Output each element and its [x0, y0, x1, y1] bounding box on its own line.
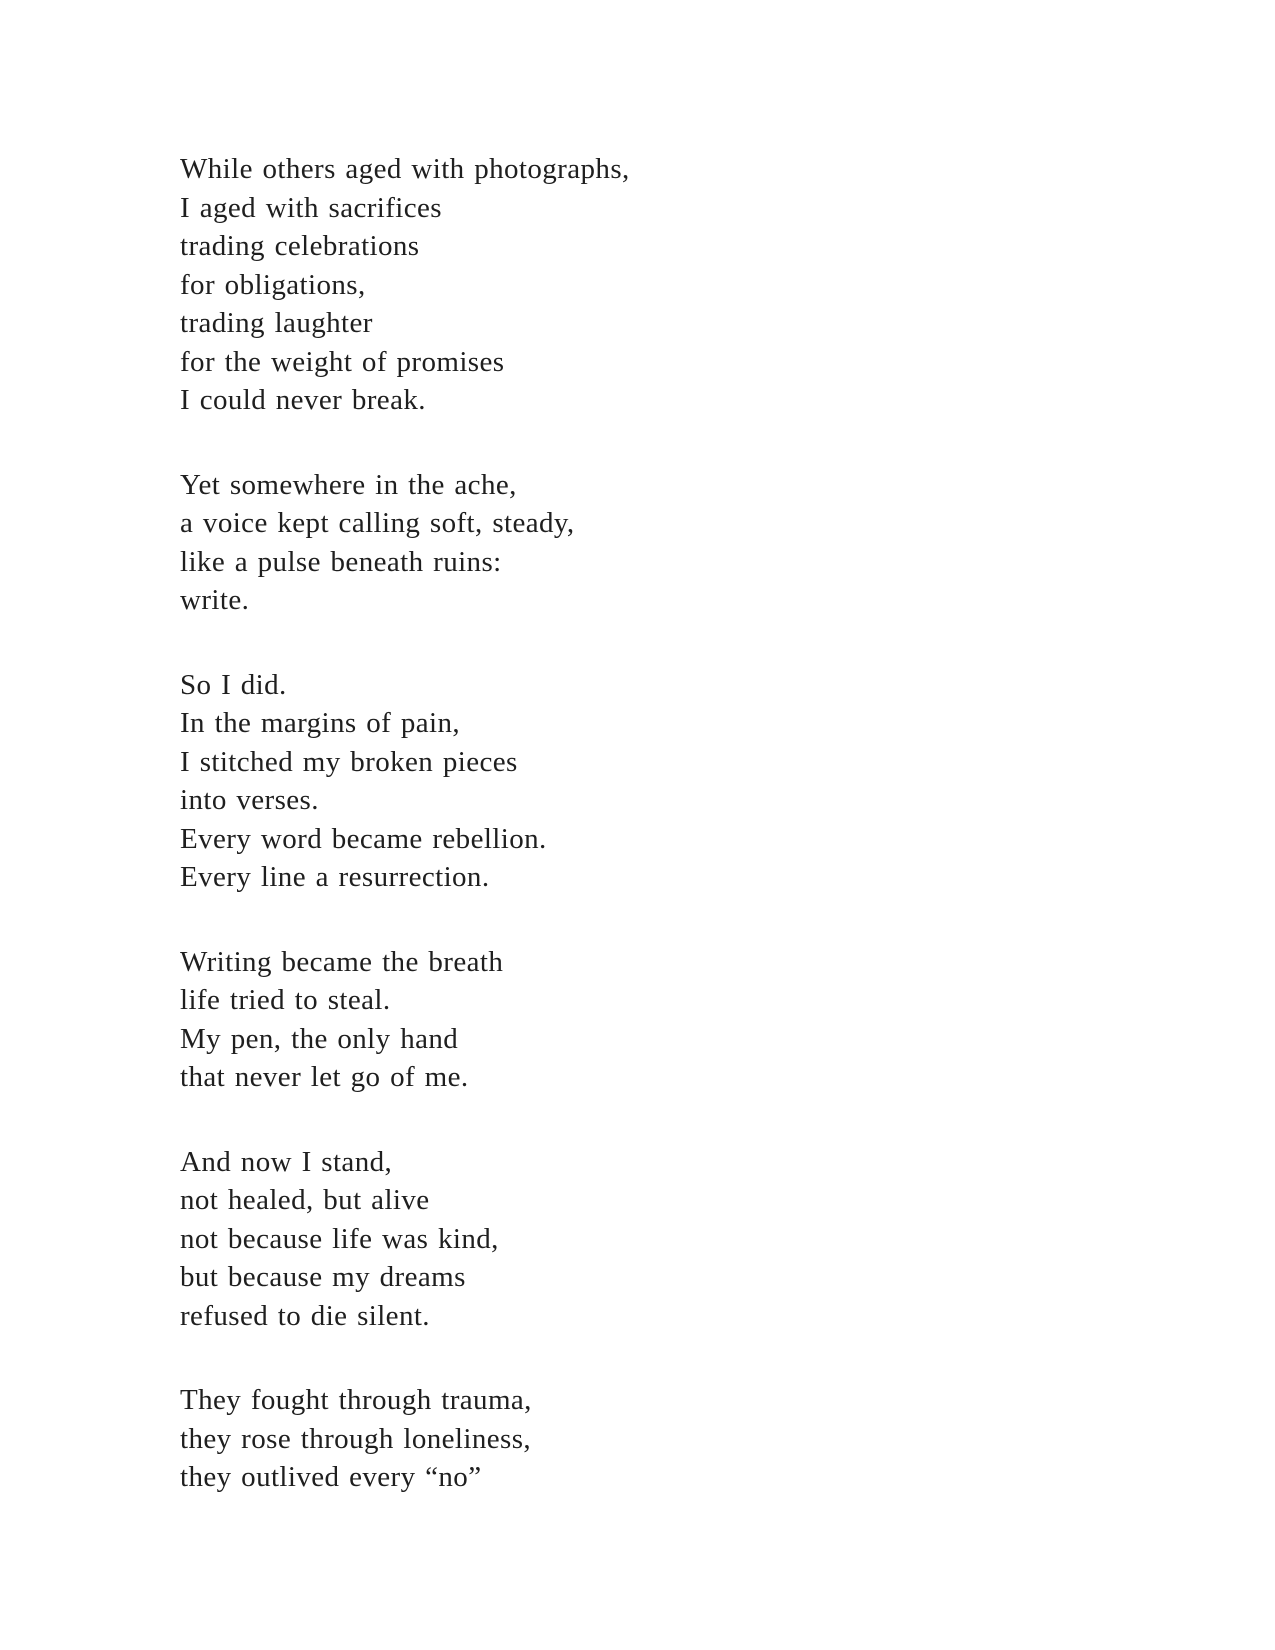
poem-line: life tried to steal. [180, 984, 391, 1016]
poem-line: into verses. [180, 784, 319, 816]
poem-line: Every line a resurrection. [180, 861, 490, 893]
stanza-6 [180, 1381, 1080, 1497]
poem-line: refused to die silent. [180, 1299, 430, 1332]
poem-line: they rose through loneliness, [180, 1422, 532, 1455]
poem-line: write. [180, 584, 250, 616]
poem-line: like a pulse beneath ruins: [180, 545, 502, 578]
poem-line: they outlived every “no” [180, 1461, 482, 1493]
poem-line: but because my dreams [180, 1261, 466, 1293]
poem-line: not because life was kind, [180, 1222, 499, 1255]
stanza-3 [180, 666, 1080, 897]
poem-line: So I did. [180, 668, 287, 701]
stanza-5 [180, 1143, 1080, 1336]
poem-line: In the margins of pain, [180, 707, 461, 739]
poem-line: trading celebrations [180, 230, 420, 262]
poem-line: that never let go of me. [180, 1061, 469, 1093]
poem-line: They fought through trauma, [180, 1384, 532, 1416]
poem-line: My pen, the only hand [180, 1022, 459, 1055]
poem-line: trading laughter [180, 307, 373, 339]
poem-line: Every word became rebellion. [180, 822, 547, 855]
poem-line: a voice kept calling soft, steady, [180, 507, 575, 539]
stanza-1 [180, 150, 1080, 420]
poem-line: While others aged with photographs, [180, 153, 630, 185]
poem-line: And now I stand, [180, 1145, 393, 1178]
poem-line: not healed, but alive [180, 1184, 430, 1216]
stanza-2 [180, 466, 1080, 620]
poem-line: Yet somewhere in the ache, [180, 468, 517, 501]
poem-line: I stitched my broken pieces [180, 745, 518, 778]
poem-line: for obligations, [180, 268, 366, 301]
poem-body [180, 150, 1080, 1497]
poem-line: I aged with sacrifices [180, 191, 442, 224]
stanza-4 [180, 943, 1080, 1097]
poem-line: I could never break. [180, 384, 426, 416]
poem-line: for the weight of promises [180, 345, 505, 378]
poem-line: Writing became the breath [180, 945, 504, 978]
